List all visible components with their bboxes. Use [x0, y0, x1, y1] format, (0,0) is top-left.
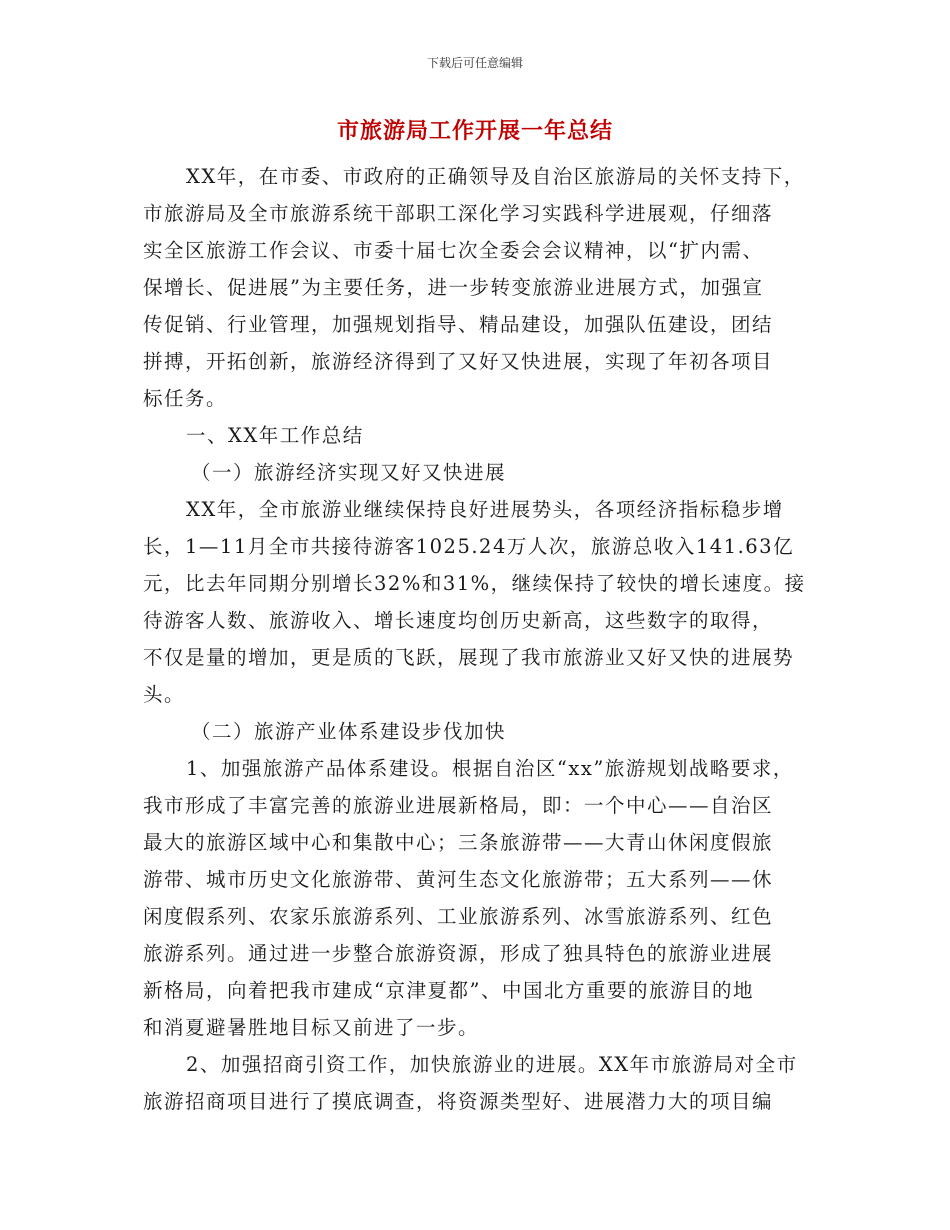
- body-line: 传促销、行业管理，加强规划指导、精品建设，加强队伍建设，团结: [143, 313, 774, 336]
- body-line: 头。: [143, 683, 186, 706]
- body-line: 我市形成了丰富完善的旅游业进展新格局，即：一个中心——自治区: [143, 794, 774, 817]
- body-line: 2、加强招商引资工作，加快旅游业的进展。XX年市旅游局对全市: [186, 1053, 798, 1076]
- body-line: 新格局，向着把我市建成“京津夏都”、中国北方重要的旅游目的地: [143, 979, 754, 1002]
- body-line: 待游客人数、旅游收入、增长速度均创历史新高，这些数字的取得，: [143, 609, 774, 632]
- body-line: 长，1—11月全市共接待游客1025.24万人次，旅游总收入141.63亿: [143, 535, 795, 558]
- subsection-heading: （一）旅游经济实现又好又快进展: [191, 461, 507, 484]
- body-line: 旅游招商项目进行了摸底调查，将资源类型好、进展潜力大的项目编: [143, 1090, 774, 1113]
- body-line: 元，比去年同期分别增长32%和31%，继续保持了较快的增长速度。接: [143, 572, 806, 595]
- section-heading: 一、XX年工作总结: [186, 424, 364, 447]
- body-line: 不仅是量的增加，更是质的飞跃，展现了我市旅游业又好又快的进展势: [143, 646, 795, 669]
- body-line: 旅游系列。通过进一步整合旅游资源，形成了独具特色的旅游业进展: [143, 942, 774, 965]
- body-line: 拼搏，开拓创新，旅游经济得到了又好又快进展，实现了年初各项目: [143, 350, 774, 373]
- body-line: 闲度假系列、农家乐旅游系列、工业旅游系列、冰雪旅游系列、红色: [143, 905, 774, 928]
- body-line: 保增长、促进展”为主要任务，进一步转变旅游业进展方式，加强宣: [143, 276, 764, 299]
- body-line: 标任务。: [143, 387, 228, 410]
- body-line: 市旅游局及全市旅游系统干部职工深化学习实践科学进展观，仔细落: [143, 202, 774, 225]
- body-line: 游带、城市历史文化旅游带、黄河生态文化旅游带；五大系列——休: [143, 868, 774, 891]
- body-line: 实全区旅游工作会议、市委十届七次全委会会议精神，以“扩内需、: [143, 239, 764, 262]
- body-line: XX年，在市委、市政府的正确领导及自治区旅游局的关怀支持下，: [186, 165, 805, 188]
- body-line: 最大的旅游区域中心和集散中心；三条旅游带——大青山休闲度假旅: [143, 831, 774, 854]
- document-title: 市旅游局工作开展一年总结: [336, 118, 613, 144]
- body-line: 和消夏避暑胜地目标又前进了一步。: [143, 1016, 480, 1039]
- document-body: [143, 158, 823, 1120]
- body-line: XX年，全市旅游业继续保持良好进展势头，各项经济指标稳步增: [186, 498, 784, 521]
- subsection-heading: （二）旅游产业体系建设步伐加快: [191, 720, 507, 743]
- header-note: 下载后可任意编辑: [426, 56, 523, 70]
- body-line: 1、加强旅游产品体系建设。根据自治区“xx”旅游规划战略要求，: [186, 757, 794, 780]
